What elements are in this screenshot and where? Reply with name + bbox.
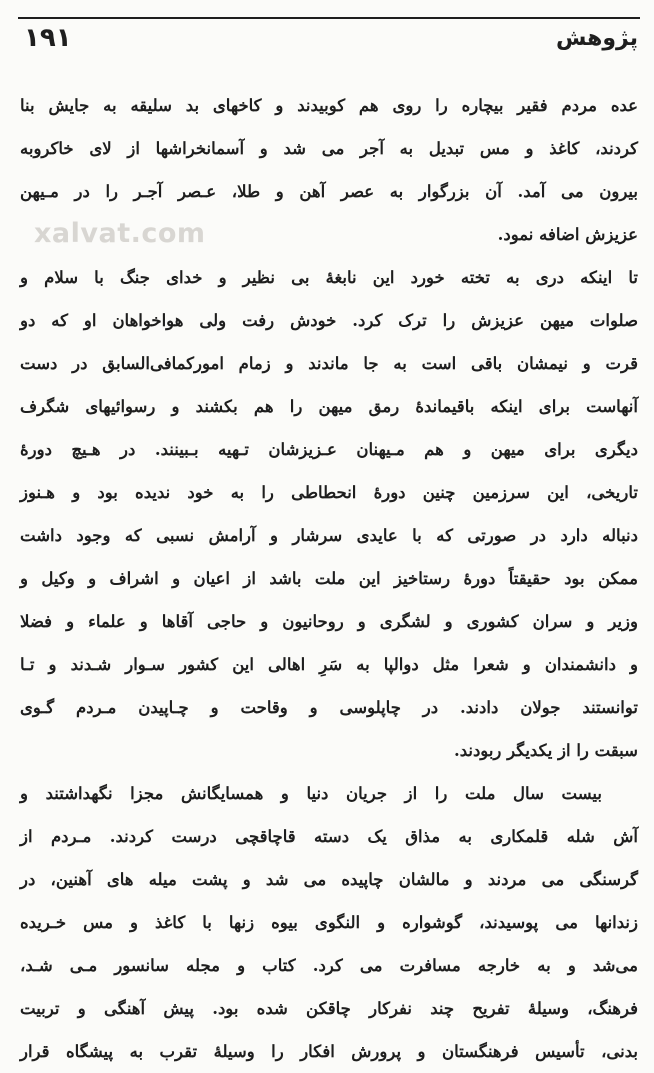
text-line: و دانشمندان و شعرا مثل دوالپا به سَرِ اهالی این کشور سـوار شـدند و تـا [20,655,638,674]
running-title: پژوهش [556,26,638,51]
text-line: وزیر و سران کشوری و لشگری و روحانیون و حاجی آقاها و علماء و فضلا [20,612,638,631]
text-line: بیرون می آمد. آن بزرگوار به عصر آهن و طلا، عـصر آجـر را در مـیهن [20,182,638,201]
text-line: سبقت را از یکدیگر ربودند. [453,741,638,760]
text-line: کردند، کاغذ و مس تبدیل به آجر می شد و آسمانخراشها از لای خاکروبه [20,139,638,158]
text-line: می‌شد و به خارجه مسافرت می کرد. کتاب و مجله سانسور مـی شـد، [20,956,638,975]
text-line: عده مردم فقیر بیچاره را روی هم کوبیدند و کاخهای بد سلیقه به جایش بنا [20,96,638,115]
text-line: قرت و نیمشان باقی است به جا ماندند و زمام امورکمافی‌السابق در دست [20,354,638,373]
text-line: توانستند جولان دادند. در چاپلوسی و وقاحت و چـاپیدن مـردم گـوی [20,698,638,717]
text-line: ممکن بود حقیقتاً دورهٔ رستاخیز این ملت باشد از اعیان و اشراف و وکیل و [20,569,638,588]
text-line: دیگری برای میهن و هم مـیهنان عـزیزشان تـهیه بـبینند. در هـیچ دورهٔ [20,440,638,459]
page-number: ۱۹۱ [24,23,72,53]
text-line: صلوات میهن عزیزش را ترک کرد. خودش رفت ولی هواخواهان او که دو [20,311,638,330]
text-line: گرسنگی می مردند و مالشان چاپیده می شد و پشت میله های آهنین، در [20,870,638,889]
text-line: زندانها می پوسیدند، گوشواره و النگوی بیوه زنها با کاغذ و مس خـریده [20,913,638,932]
body-text [20,84,638,1073]
text-line: عزیزش اضافه نمود. [497,225,638,244]
text-line: تا اینکه دری به تخته خورد این نابغهٔ بی نظیر و خدای جنگ با سلام و [20,268,638,287]
watermark: xalvat.com [34,218,206,249]
header-rule [18,17,640,19]
text-line: آنهاست برای اینکه باقیماندهٔ رمق میهن را هم بکشند و رسوائیهای شگرف [20,397,638,416]
text-line: آش شله قلمکاری به مذاق یک دسته قاچاقچی درست کردند. مـردم از [20,827,638,846]
text-line: بیست سال ملت را از جریان دنیا و همسایگانش مجزا نگهداشتند و [20,784,602,803]
text-line: بدنی، تأسیس فرهنگستان و پرورش افکار را وسیلهٔ تقرب به پیشگاه قرار [20,1042,638,1061]
text-line: تاریخی، این سرزمین چنین دورهٔ انحطاطی را به خود ندیده بود و هـنوز [20,483,638,502]
text-line: فرهنگ، وسیلهٔ تفریح چند نفرکار چاقکن شده بود. پیش آهنگی و تربیت [20,999,638,1018]
text-line: دنباله دارد در صورتی که با عایدی سرشار و آرامش نسبی که وجود داشت [20,526,638,545]
page-header [18,0,640,60]
